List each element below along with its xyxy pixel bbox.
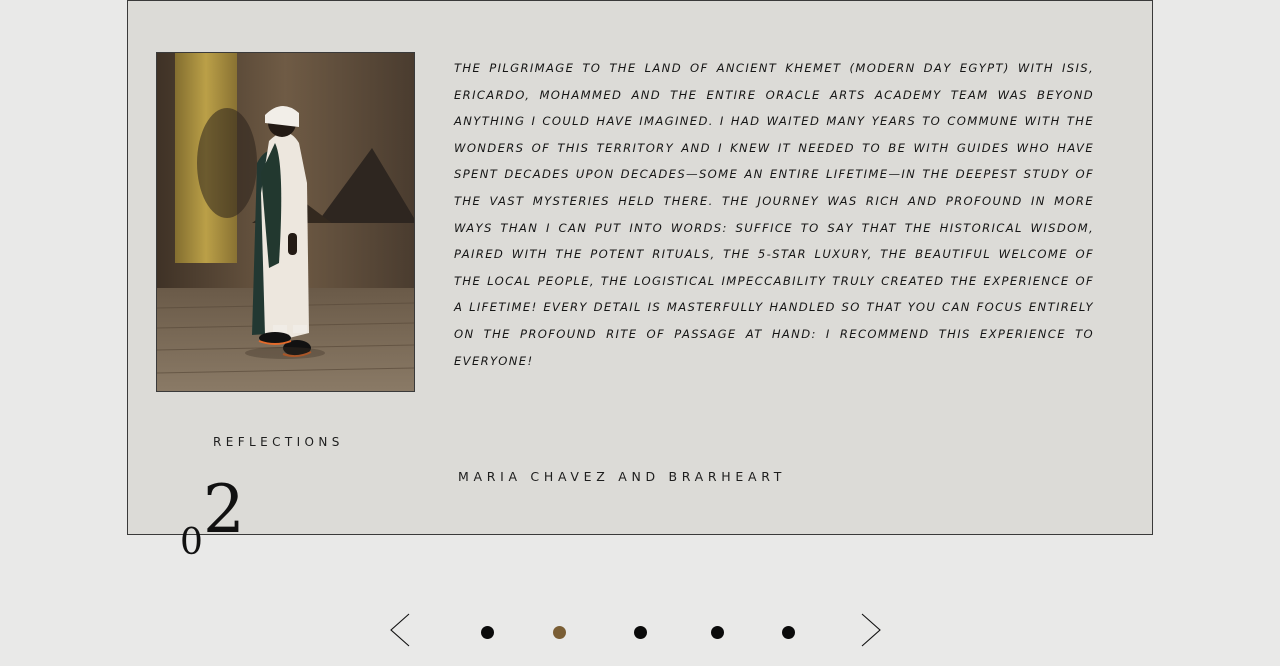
carousel-dot-1[interactable] xyxy=(481,626,494,639)
carousel-prev-button[interactable] xyxy=(388,612,412,648)
testimonial-photo xyxy=(156,52,415,392)
section-label: REFLECTIONS xyxy=(213,435,344,449)
slide-number-prefix: 0 xyxy=(180,522,203,563)
carousel-dot-2[interactable] xyxy=(553,626,566,639)
testimonial-card xyxy=(127,0,1153,563)
chevron-left-icon xyxy=(388,612,412,648)
chevron-right-icon xyxy=(859,612,883,648)
slide-number-value: 2 xyxy=(202,471,245,548)
slide-number xyxy=(180,471,245,563)
testimonial-author: MARIA CHAVEZ AND BRARHEART xyxy=(458,469,787,484)
testimonial-quote: THE PILGRIMAGE TO THE LAND OF ANCIENT KHEMET (MODERN DAY EGYPT) WITH ISIS, ERICARDO, MOHAMMED AND THE ENTIRE ORACLE ARTS ACADEMY TEAM WAS BEYOND ANYTHING I COULD HAVE IMAGINED. I HAD WAITED MANY YEARS TO COMMUNE WITH THE WONDERS OF THIS TERRITORY AND I KNEW IT NEEDED TO BE WITH GUIDES WHO HAVE SPENT DECADES UPON DECADES—SOME AN ENTIRE LIFETIME—IN THE DEEPEST STUDY OF THE VAST MYSTERIES HELD THERE. THE JOURNEY WAS RICH AND PROFOUND IN MORE WAYS THAN I CAN PUT INTO WORDS: SUFFICE TO SAY THAT THE HISTORICAL WISDOM, PAIRED WITH THE POTENT RITUALS, THE 5-STAR LUXURY, THE BEAUTIFUL WELCOME OF THE LOCAL PEOPLE, THE LOGISTICAL IMPECCABILITY TRULY CREATED THE EXPERIENCE OF A LIFETIME! EVERY DETAIL IS MASTERFULLY HANDLED SO THAT YOU CAN FOCUS ENTIRELY ON THE PROFOUND RITE OF PASSAGE AT HAND: I RECOMMEND THIS EXPERIENCE TO EVERYONE! xyxy=(454,61,1094,368)
carousel-dot-3[interactable] xyxy=(634,626,647,639)
carousel-dot-4[interactable] xyxy=(711,626,724,639)
carousel-next-button[interactable] xyxy=(859,612,883,648)
carousel-dot-5[interactable] xyxy=(782,626,795,639)
